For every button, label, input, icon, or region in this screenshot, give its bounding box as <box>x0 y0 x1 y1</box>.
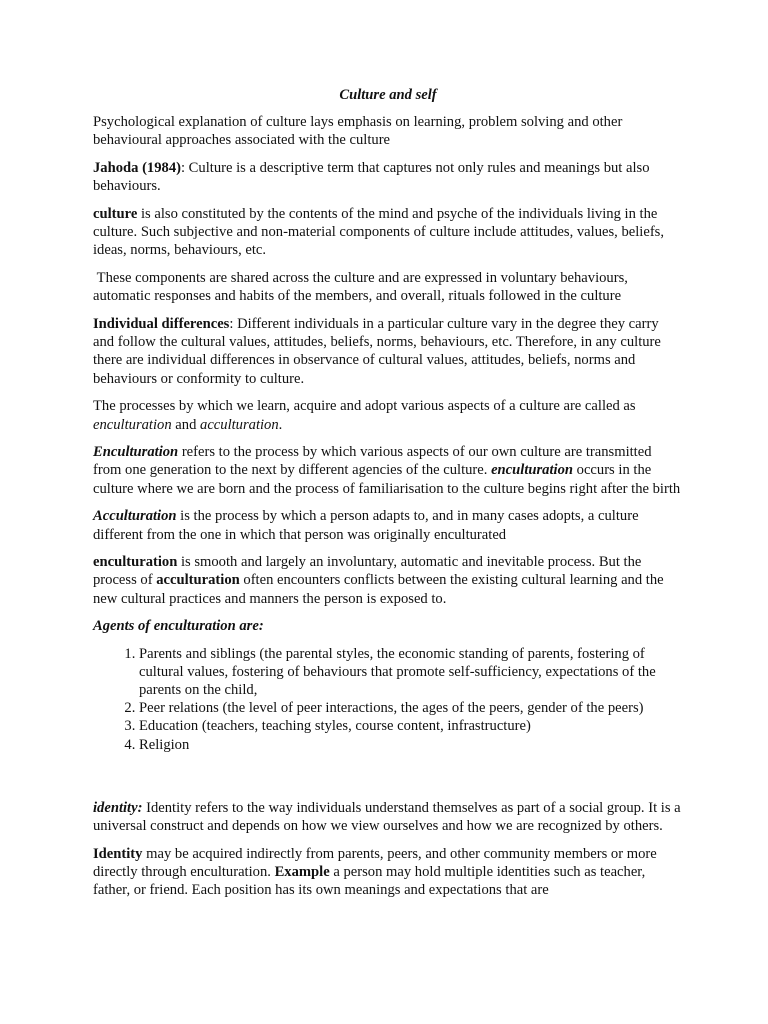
paragraph-text: refers to the process by which various aspects of our own culture are transmitted from one generation to the next by different agencies of the culture. <box>93 444 652 479</box>
paragraph-identity <box>93 799 683 835</box>
paragraph-text: occurs in the culture where we are born and the process of familiarisation to the culture begins right after the birth <box>93 462 681 497</box>
term-culture: culture <box>93 206 138 223</box>
term-example: Example <box>274 863 330 880</box>
paragraph-text: The processes by which we learn, acquire and adopt various aspects of a culture are called as <box>93 398 636 415</box>
paragraph-text: may be acquired indirectly from parents, peers, and other community members or more directly through enculturation. <box>93 845 657 880</box>
list-item: 1. Parents and siblings (the parental styles, the economic standing of parents, fostering of cultural values, fostering of behaviours that promote self-sufficiency, expectations of the parents on the child, <box>139 645 683 700</box>
document-page <box>93 86 683 909</box>
paragraph-text: . <box>278 416 283 433</box>
term-enculturation-2: enculturation <box>491 462 573 479</box>
paragraph-text: is smooth and largely an involuntary, automatic and inevitable process. But the process of <box>93 554 642 589</box>
paragraph-text: : Different individuals in a particular culture vary in the degree they carry and follow the cultural values, attitudes, beliefs, norms, behaviours, etc. Therefore, in any culture there are individual differences in observance of cultural values, attitudes, beliefs, norms and behaviours or conformity to culture. <box>93 316 661 387</box>
agents-list <box>93 645 683 754</box>
term-enculturation: Enculturation <box>93 444 179 461</box>
page-title: Culture and self <box>339 87 437 103</box>
paragraph-text: is also constituted by the contents of the mind and psyche of the individuals living in the culture. Such subjective and non-material components of culture include attitudes, values, beliefs, ideas, norms, behaviours, etc. <box>93 206 665 259</box>
term-enculturation: enculturation <box>93 416 172 433</box>
term-acculturation: Acculturation <box>93 508 177 525</box>
paragraph-acculturation <box>93 507 683 543</box>
paragraph-jahoda <box>93 159 683 195</box>
paragraph-processes <box>93 397 683 433</box>
paragraph-text: a person may hold multiple identities such as teacher, father, or friend. Each position has its own meanings and expectations that are <box>93 863 646 899</box>
term-acculturation: acculturation <box>200 416 279 433</box>
agents-list-wrap <box>93 645 683 754</box>
paragraph-text: : Culture is a descriptive term that captures not only rules and meanings but also behaviours. <box>93 160 650 195</box>
paragraph-intro: Psychological explanation of culture lays emphasis on learning, problem solving and other behavioural approaches associated with the culture <box>93 114 623 149</box>
paragraph-comparison <box>93 553 683 608</box>
term-identity: identity: <box>93 799 143 816</box>
term-jahoda: Jahoda (1984) <box>93 160 181 177</box>
paragraph-text: often encounters conflicts between the existing cultural learning and the new cultural practices and manners the person is exposed to. <box>93 572 664 607</box>
list-item: 2. Peer relations (the level of peer interactions, the ages of the peers, gender of the peers) <box>139 699 683 717</box>
paragraph-individual-differences <box>93 315 683 388</box>
list-item: 4. Religion <box>139 736 683 754</box>
paragraph-enculturation <box>93 443 683 498</box>
term-individual-differences: Individual differences <box>93 316 230 333</box>
term-acculturation: acculturation <box>156 572 240 589</box>
term-identity: Identity <box>93 845 143 862</box>
paragraph-components: These components are shared across the culture and are expressed in voluntary behaviours, automatic responses and habits of the members, and overall, rituals followed in the culture <box>93 270 632 305</box>
paragraph-text: Identity refers to the way individuals understand themselves as part of a social group. It is a universal construct and depends on how we view ourselves and how we are recognized by others. <box>93 799 681 834</box>
paragraph-text: is the process by which a person adapts to, and in many cases adopts, a culture different from the one in which that person was originally enculturated <box>93 508 639 543</box>
agents-heading: Agents of enculturation are: <box>93 618 264 635</box>
paragraph-identity-acquired <box>93 845 683 900</box>
term-enculturation: enculturation <box>93 554 178 571</box>
list-item: 3. Education (teachers, teaching styles, course content, infrastructure) <box>139 717 683 735</box>
paragraph-text: and <box>171 416 201 433</box>
paragraph-culture <box>93 205 683 260</box>
